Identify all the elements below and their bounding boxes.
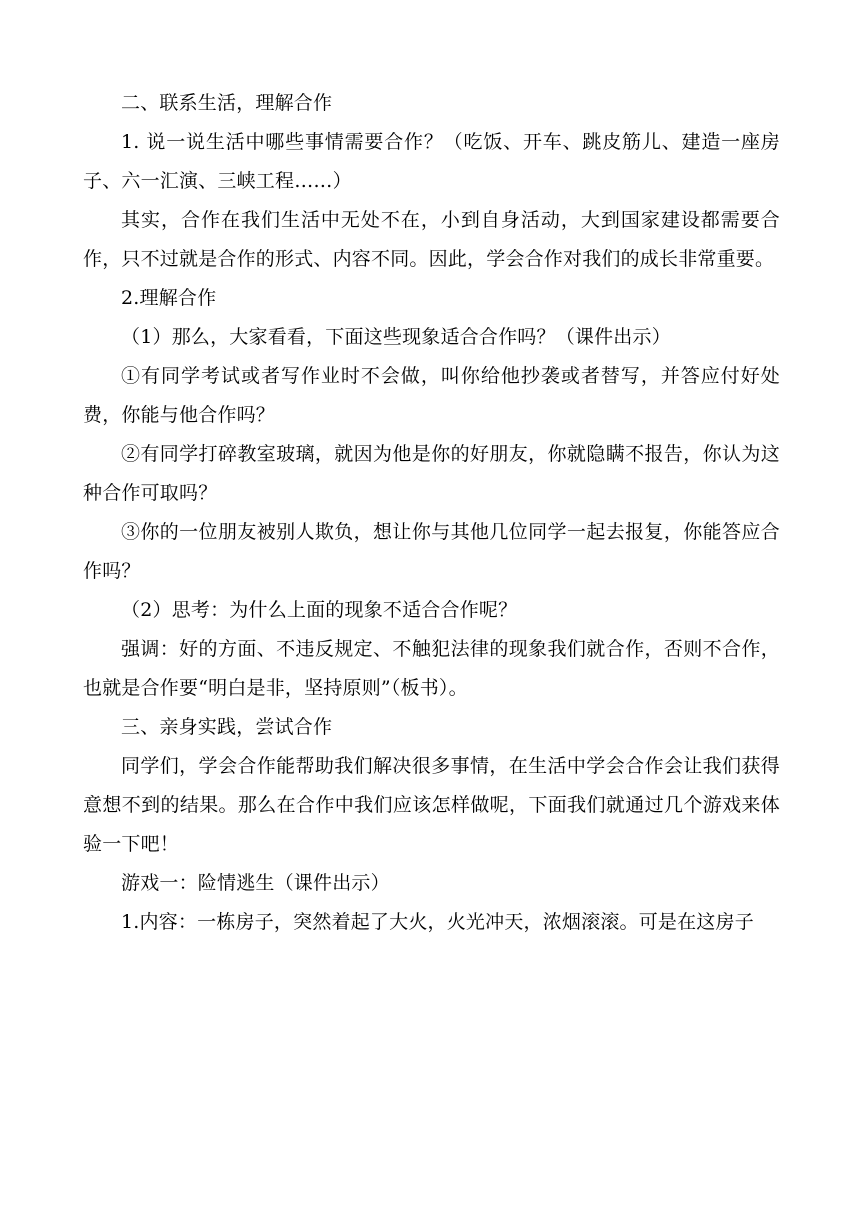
paragraph-cooperation-everywhere: 其实，合作在我们生活中无处不在，小到自身活动，大到国家建设都需要合作，只不过就是合作的形式、内容不同。因此，学会合作对我们的成长非常重要。: [83, 209, 780, 270]
section-heading-two: 二、联系生活，理解合作: [121, 92, 333, 114]
paragraph-intro-games: 同学们，学会合作能帮助我们解决很多事情，在生活中学会合作会让我们获得意想不到的结果。那么在合作中我们应该怎样做呢，下面我们就通过几个游戏来体验一下吧！: [83, 755, 780, 855]
paragraph-game-one-title: 游戏一：险情逃生（课件出示）: [121, 872, 390, 894]
section-heading-three: 三、亲身实践，尝试合作: [121, 716, 333, 738]
paragraph-emphasis: 强调：好的方面、不违反规定、不触犯法律的现象我们就合作，否则不合作，也就是合作要“明白是非，坚持原则”（板书）。: [83, 638, 780, 699]
paragraph-discuss-life-cooperation: 1. 说一说生活中哪些事情需要合作？（吃饭、开车、跳皮筋儿、建造一座房子、六一汇演、三峡工程……）: [83, 131, 780, 192]
paragraph-scenario-three: ③你的一位朋友被别人欺负，想让你与其他几位同学一起去报复，你能答应合作吗？: [83, 521, 780, 582]
subheading-understand-cooperation: 2.理解合作: [121, 287, 217, 309]
paragraph-scenario-one: ①有同学考试或者写作业时不会做，叫你给他抄袭或者替写，并答应付好处费，你能与他合作吗？: [83, 365, 780, 426]
paragraph-scenario-two: ②有同学打碎教室玻璃，就因为他是你的好朋友，你就隐瞒不报告，你认为这种合作可取吗？: [83, 443, 780, 504]
paragraph-game-one-content: 1.内容：一栋房子，突然着起了大火，火光冲天，浓烟滚滚。可是在这房子: [121, 911, 754, 933]
document-body: [83, 84, 780, 942]
paragraph-question-one: （1）那么，大家看看，下面这些现象适合合作吗？（课件出示）: [121, 326, 671, 348]
paragraph-question-two: （2）思考：为什么上面的现象不适合合作呢？: [121, 599, 518, 621]
